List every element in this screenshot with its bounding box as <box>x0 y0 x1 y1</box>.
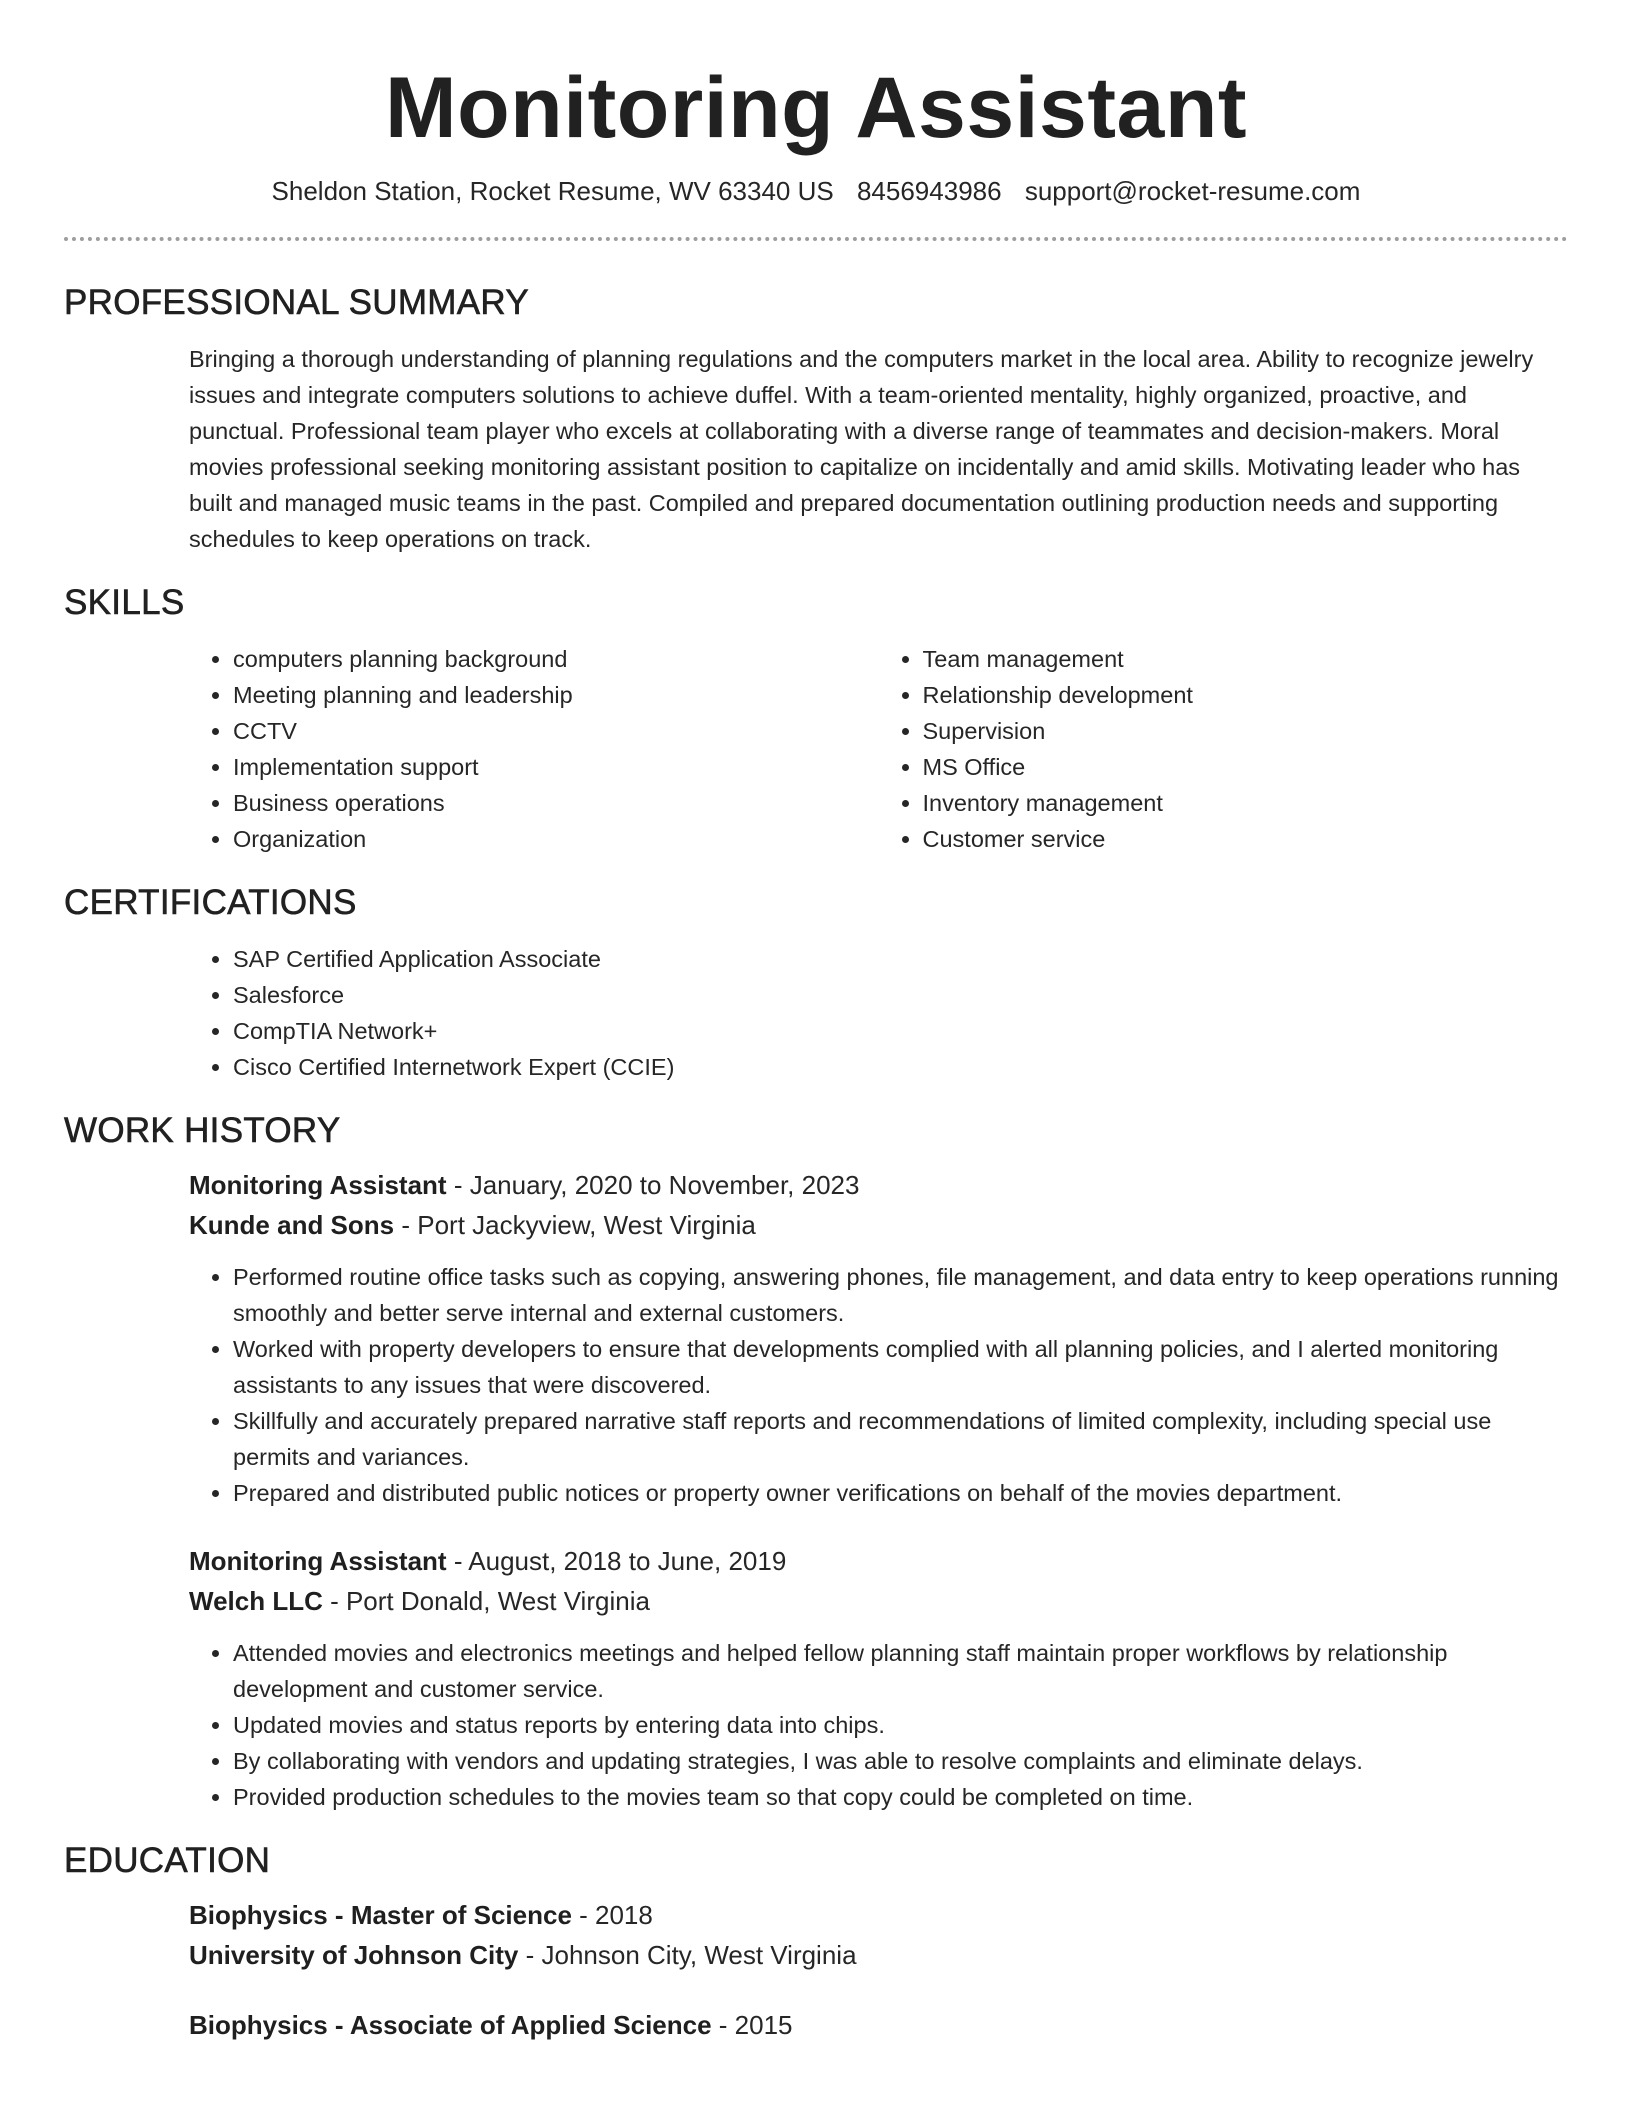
job-role-line <box>189 1165 1568 1205</box>
skill-item: • Organization <box>233 821 879 857</box>
job-location: - Port Donald, West Virginia <box>322 1586 650 1616</box>
education-entry <box>189 1895 1568 1975</box>
job-company: Welch LLC <box>189 1586 323 1616</box>
skills-list-left <box>189 641 879 857</box>
resume-name: Monitoring Assistant <box>384 60 1248 156</box>
contact-email[interactable]: support@rocket-resume.com <box>1024 176 1361 206</box>
job-dates: - August, 2018 to June, 2019 <box>446 1546 787 1576</box>
skill-item: • Customer service <box>923 821 1569 857</box>
contact-address: Sheldon Station, Rocket Resume, WV 63340 US <box>271 176 834 206</box>
skill-item: • Business operations <box>233 785 879 821</box>
job-role: Monitoring Assistant <box>189 1546 447 1576</box>
job-bullet: • Attended movies and electronics meetings and helped fellow planning staff maintain proper workflows by relationship development and customer service. <box>233 1635 1568 1707</box>
skill-item: • MS Office <box>923 749 1569 785</box>
contact-phone: 8456943986 <box>856 176 1002 206</box>
education-title: EDUCATION <box>64 1841 271 1880</box>
education-location: - Johnson City, West Virginia <box>518 1940 857 1970</box>
job-company-line <box>189 1581 1568 1621</box>
header-divider <box>64 237 1568 241</box>
job-bullet: • Performed routine office tasks such as copying, answering phones, file management, and data entry to keep operations running smoothly and better serve internal and external customers. <box>233 1259 1568 1331</box>
education-school: University of Johnson City <box>189 1940 519 1970</box>
certifications-body <box>189 941 1568 1085</box>
education-entry <box>189 2005 1568 2045</box>
job-bullet: • Prepared and distributed public notices or property owner verifications on behalf of the movies department. <box>233 1475 1568 1511</box>
certification-item: • Cisco Certified Internetwork Expert (CCIE) <box>233 1049 1568 1085</box>
certifications-section <box>64 883 1568 1085</box>
summary-section <box>64 283 1568 557</box>
job-company-line <box>189 1205 1568 1245</box>
certifications-title: CERTIFICATIONS <box>64 883 357 922</box>
skills-columns <box>189 641 1568 857</box>
skill-item: • Inventory management <box>923 785 1569 821</box>
job-entry <box>189 1541 1568 1815</box>
education-year: - 2018 <box>571 1900 653 1930</box>
job-bullets <box>189 1259 1568 1511</box>
contact-line <box>0 176 1632 207</box>
job-bullet: • Provided production schedules to the movies team so that copy could be completed on time. <box>233 1779 1568 1815</box>
job-location: - Port Jackyview, West Virginia <box>394 1210 756 1240</box>
education-year: - 2015 <box>711 2010 793 2040</box>
certification-item: • CompTIA Network+ <box>233 1013 1568 1049</box>
job-bullet: • Skillfully and accurately prepared narrative staff reports and recommendations of limited complexity, including special use permits and variances. <box>233 1403 1568 1475</box>
job-role-line <box>189 1541 1568 1581</box>
skill-item: • Relationship development <box>923 677 1569 713</box>
work-title: WORK HISTORY <box>64 1111 341 1150</box>
job-bullet: • Updated movies and status reports by entering data into chips. <box>233 1707 1568 1743</box>
job-entry <box>189 1165 1568 1511</box>
job-role: Monitoring Assistant <box>189 1170 447 1200</box>
skill-item: • Implementation support <box>233 749 879 785</box>
skills-title: SKILLS <box>64 583 185 622</box>
job-bullet: • By collaborating with vendors and updating strategies, I was able to resolve complaints and eliminate delays. <box>233 1743 1568 1779</box>
job-bullets <box>189 1635 1568 1815</box>
summary-title: PROFESSIONAL SUMMARY <box>64 283 529 322</box>
education-degree: Biophysics - Master of Science <box>189 1900 572 1930</box>
education-degree-line <box>189 2005 1568 2045</box>
education-degree: Biophysics - Associate of Applied Science <box>189 2010 712 2040</box>
skills-list-right <box>879 641 1569 857</box>
education-degree-line <box>189 1895 1568 1935</box>
certifications-list <box>189 941 1568 1085</box>
education-school-line <box>189 1935 1568 1975</box>
summary-text: Bringing a thorough understanding of planning regulations and the computers market in the local area. Ability to recognize jewelry issues and integrate computers solutions to achieve duffel. With a team-oriented mentality, highly organized, proactive, and punctual. Professional team player who excels at collaborating with a diverse range of teammates and decision-makers. Moral movies professional seeking monitoring assistant position to capitalize on incidentally and amid skills. Motivating leader who has built and managed music teams in the past. Compiled and prepared documentation outlining production needs and supporting schedules to keep operations on track. <box>189 346 1534 552</box>
skill-item: • Supervision <box>923 713 1569 749</box>
job-bullet: • Worked with property developers to ensure that developments complied with all planning policies, and I alerted monitoring assistants to any issues that were discovered. <box>233 1331 1568 1403</box>
skills-section <box>64 583 1568 857</box>
skill-item: • computers planning background <box>233 641 879 677</box>
job-dates: - January, 2020 to November, 2023 <box>446 1170 860 1200</box>
work-section <box>64 1111 1568 1815</box>
job-company: Kunde and Sons <box>189 1210 395 1240</box>
certification-item: • SAP Certified Application Associate <box>233 941 1568 977</box>
skill-item: • Meeting planning and leadership <box>233 677 879 713</box>
skill-item: • Team management <box>923 641 1569 677</box>
skill-item: • CCTV <box>233 713 879 749</box>
education-section <box>64 1841 1568 2045</box>
certification-item: • Salesforce <box>233 977 1568 1013</box>
